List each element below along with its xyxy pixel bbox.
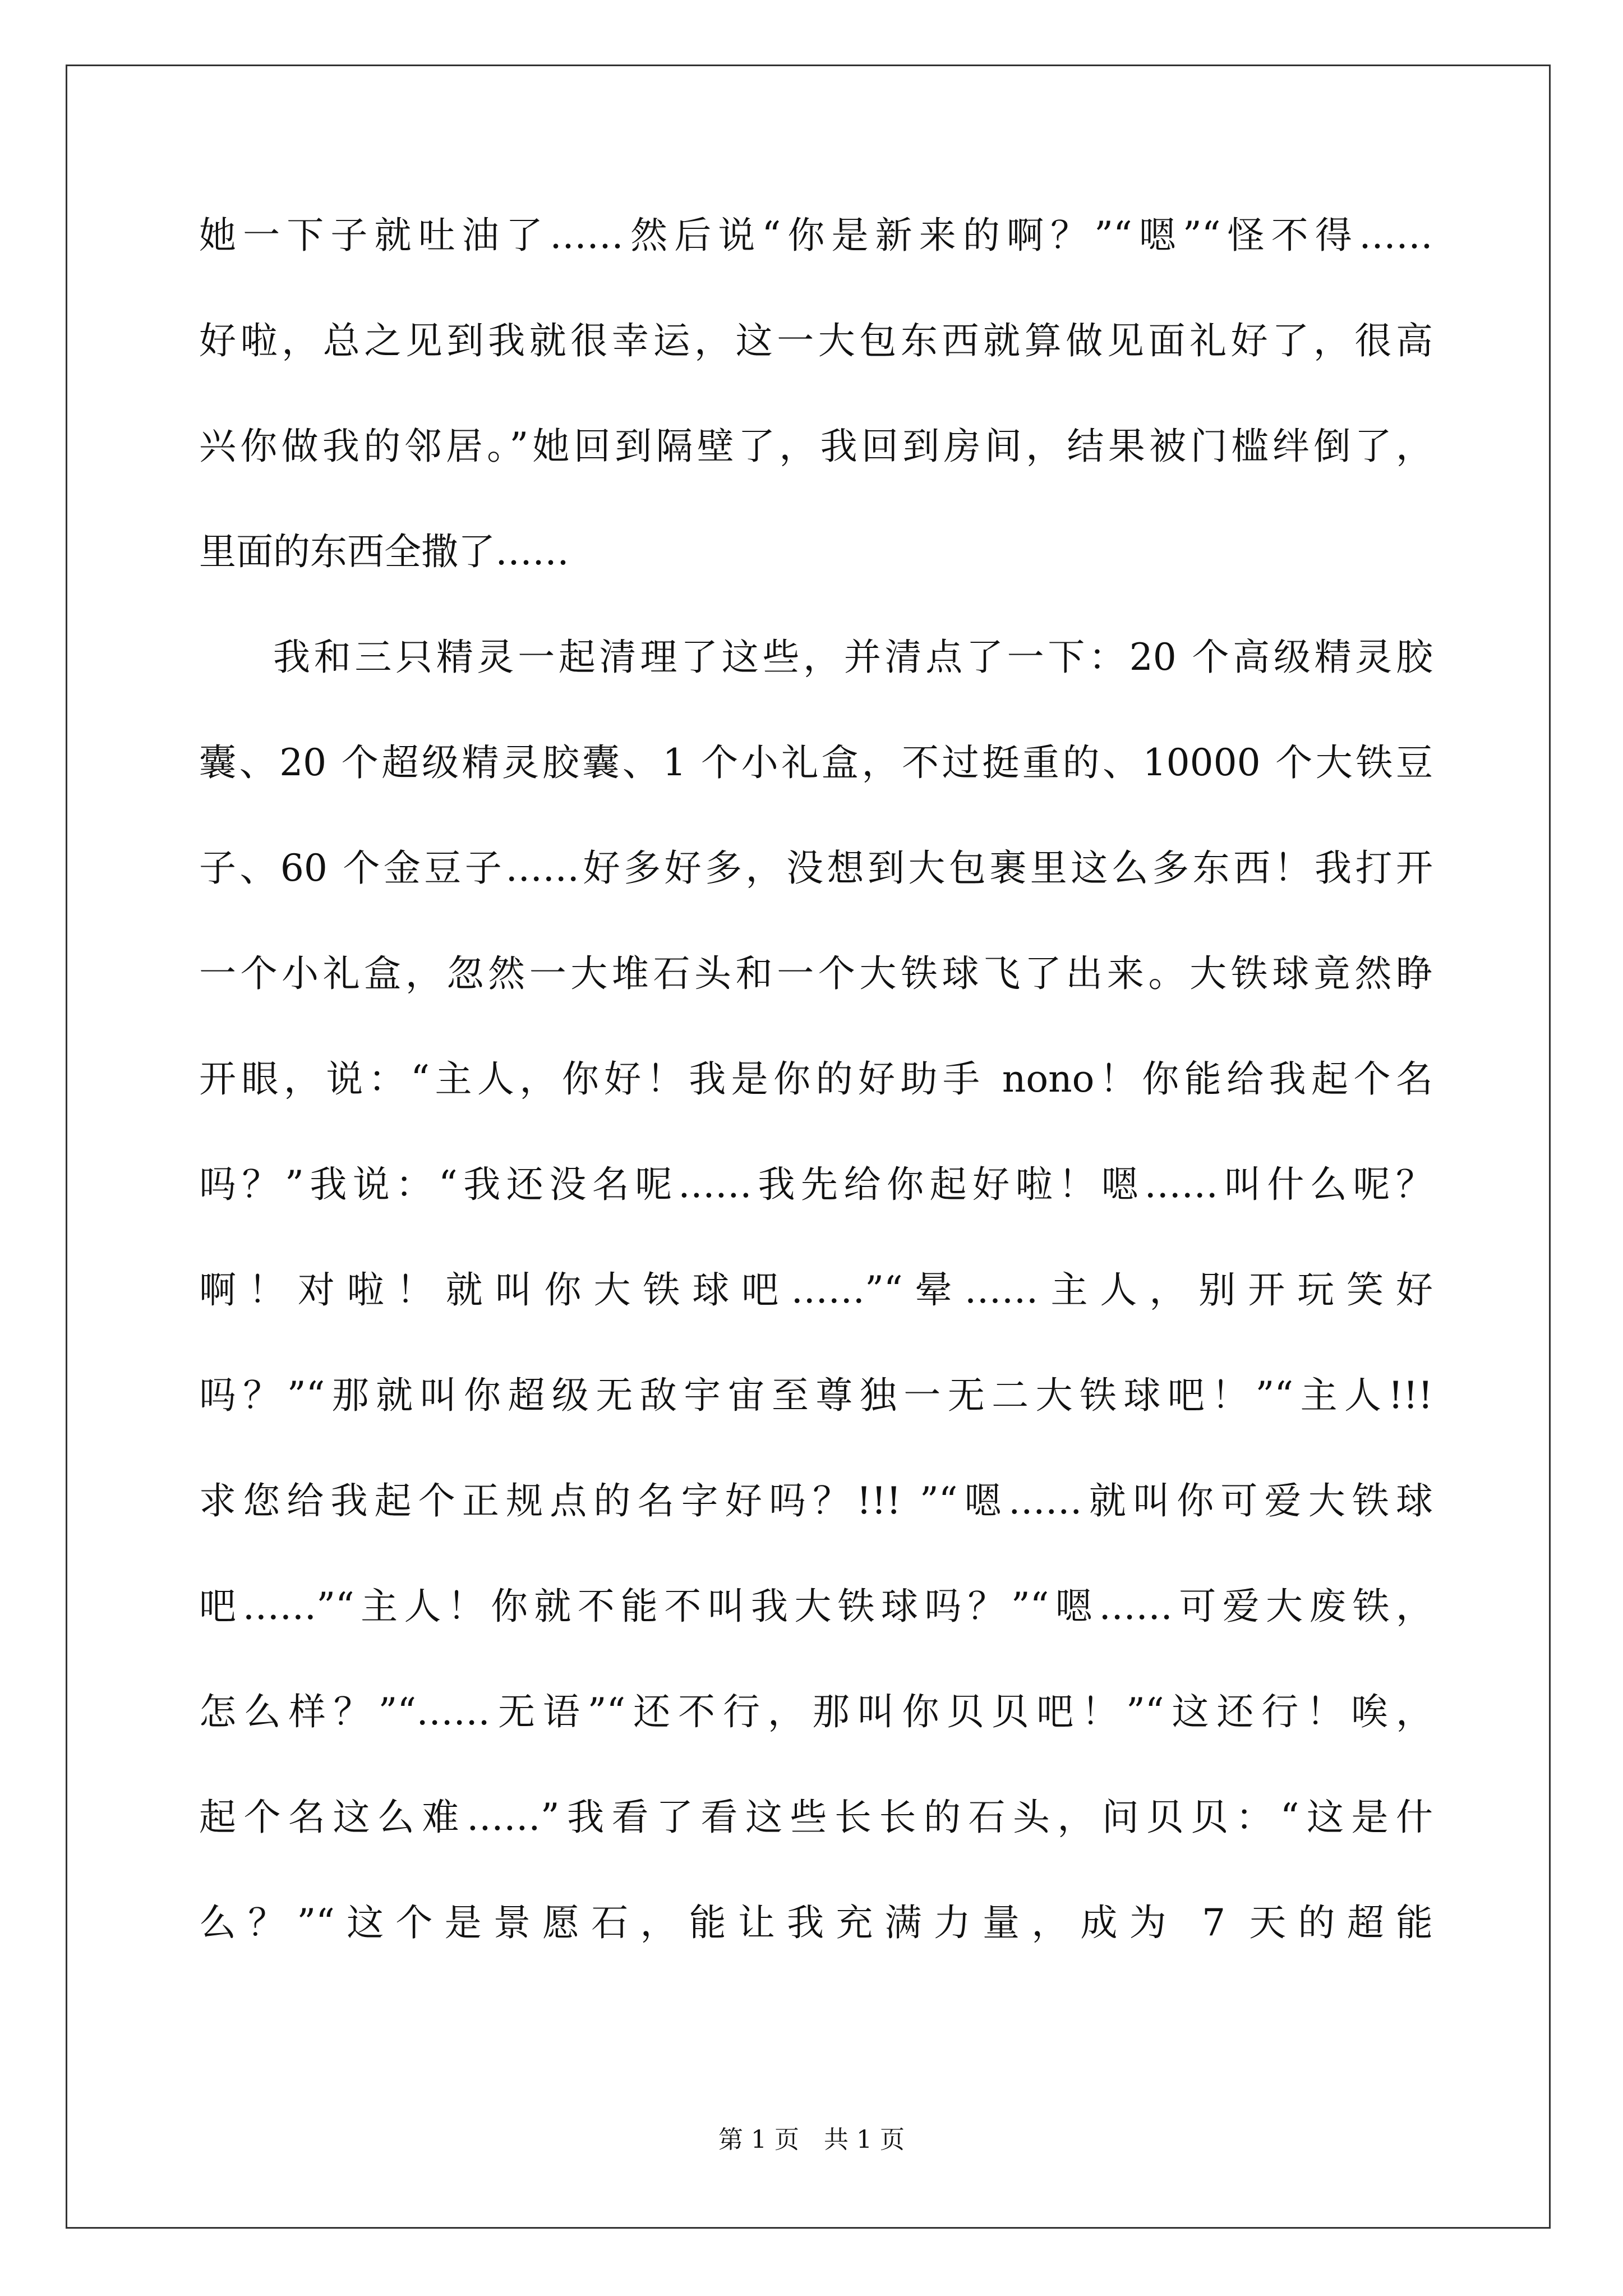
text-line: 子、60 个金豆子……好多好多，没想到大包裹里这么多东西！我打开 (199, 846, 1433, 890)
text-line: 么？”“这个是景愿石，能让我充满力量，成为 7 天的超能 (199, 1901, 1433, 1944)
text-line: 怎么样？”“……无语”“还不行，那叫你贝贝吧！”“这还行！唉， (199, 1690, 1433, 1733)
text-line: 开眼，说：“主人，你好！我是你的好助手 nono！你能给我起个名 (199, 1057, 1433, 1101)
page-footer: 第 1 页 共 1 页 (718, 2125, 905, 2154)
text-line: 好啦，总之见到我就很幸运，这一大包东西就算做见面礼好了，很高 (199, 319, 1433, 362)
text-line: 吗？”我说：“我还没名呢……我先给你起好啦！嗯……叫什么呢？ (199, 1163, 1433, 1206)
text-line: 啊！对啦！就叫你大铁球吧……”“晕……主人，别开玩笑好 (199, 1268, 1433, 1312)
text-line: 一个小礼盒，忽然一大堆石头和一个大铁球飞了出来。大铁球竟然睁 (199, 952, 1433, 995)
text-line: 她一下子就吐油了……然后说“你是新来的啊？”“嗯”“怪不得…… (199, 214, 1433, 257)
text-line: 我和三只精灵一起清理了这些，并清点了一下：20 个高级精灵胶 (273, 636, 1433, 679)
text-line: 兴你做我的邻居。”她回到隔壁了，我回到房间，结果被门槛绊倒了， (199, 425, 1433, 468)
text-line: 求您给我起个正规点的名字好吗？!!! ”“嗯……就叫你可爱大铁球 (199, 1479, 1433, 1522)
text-line: 吧……”“主人！你就不能不叫我大铁球吗？”“嗯……可爱大废铁， (199, 1585, 1433, 1628)
text-line: 吗？”“那就叫你超级无敌宇宙至尊独一无二大铁球吧！”“主人!!! (199, 1374, 1433, 1417)
text-line: 起个名这么难……”我看了看这些长长的石头，问贝贝：“这是什 (199, 1796, 1433, 1839)
text-line: 里面的东西全撒了…… (199, 530, 569, 573)
text-line: 囊、20 个超级精灵胶囊、1 个小礼盒，不过挺重的、10000 个大铁豆 (199, 741, 1433, 784)
